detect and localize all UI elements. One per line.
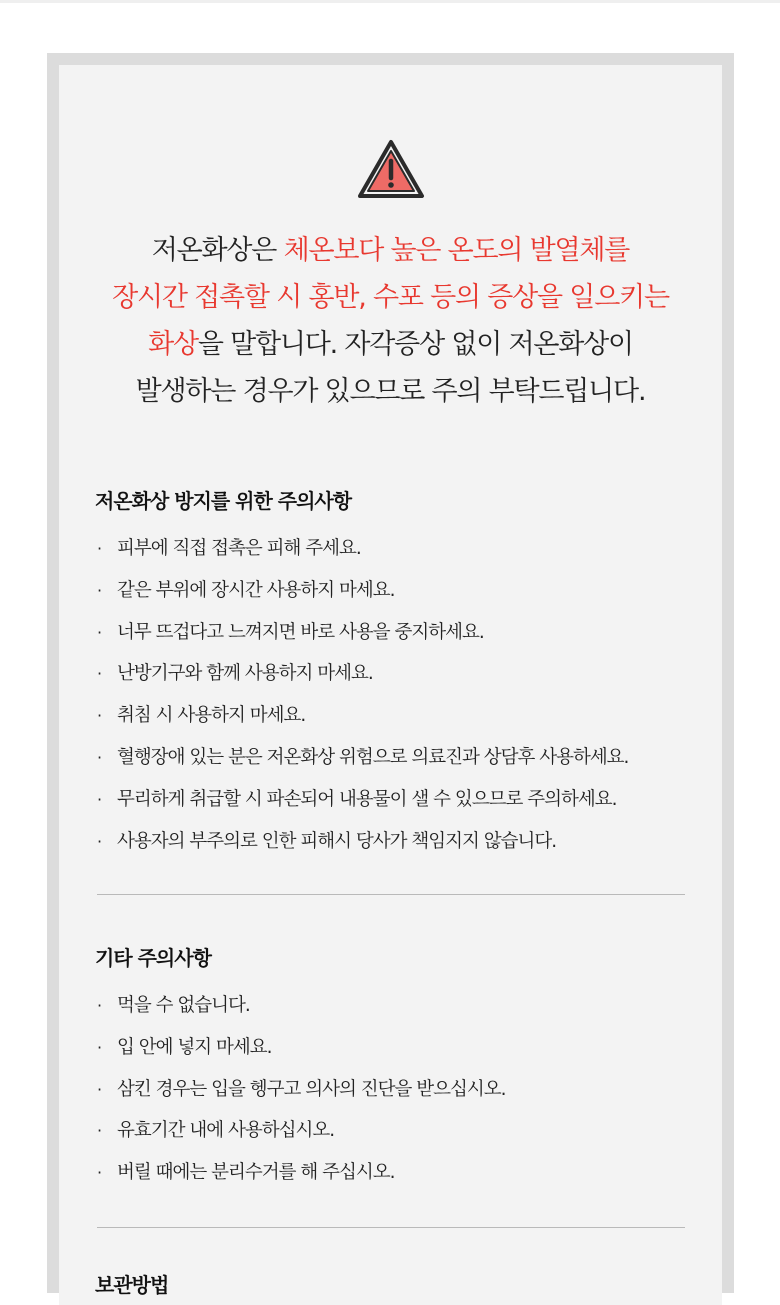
intro-text-highlight: 장시간 접촉할 시 홍반, 수포 등의 증상을 일으키는 [112, 282, 669, 313]
list-item [95, 994, 695, 1036]
list-item-text: 유효기간 내에 사용하십시오. [117, 1120, 335, 1142]
precaution-list-other [95, 994, 695, 1203]
list-item [95, 788, 695, 830]
list-item [95, 704, 695, 746]
list-item [95, 830, 695, 872]
bullet: · [97, 539, 102, 558]
bullet: · [97, 1163, 102, 1183]
list-item-text: 삼킨 경우는 입을 헹구고 의사의 진단을 받으십시오. [117, 1078, 506, 1100]
intro-line-3 [59, 321, 722, 368]
list-item-text: 같은 부위에 장시간 사용하지 마세요. [117, 579, 395, 601]
section-title-low-temp-burn: 저온화상 방지를 위한 주의사항 [95, 489, 352, 513]
bullet: · [97, 664, 102, 684]
list-item [95, 621, 695, 663]
bullet: · [97, 580, 102, 600]
list-item [95, 537, 695, 579]
list-item-text: 사용자의 부주의로 인한 피해시 당사가 책임지지 않습니다. [117, 830, 557, 852]
intro-text-normal: 발생하는 경우가 있으므로 주의 부탁드립니다. [135, 376, 646, 407]
list-item [95, 1078, 695, 1120]
list-item-text: 무리하게 취급할 시 파손되어 내용물이 샐 수 있으므로 주의하세요. [117, 788, 617, 810]
notice-panel [59, 65, 722, 1305]
bullet: · [97, 706, 102, 726]
intro-text [59, 227, 722, 415]
warning-triangle-icon [356, 138, 426, 200]
list-item [95, 579, 695, 621]
intro-text-highlight: 체온보다 높은 온도의 발열체를 [283, 235, 630, 266]
bullet: · [97, 831, 102, 851]
list-item [95, 1161, 695, 1203]
bullet: · [97, 1121, 102, 1141]
list-item [95, 746, 695, 788]
precaution-list-low-temp-burn [95, 537, 695, 871]
intro-text-normal: 저온화상은 [151, 235, 284, 266]
top-divider [0, 0, 780, 3]
list-item-text: 혈행장애 있는 분은 저온화상 위험으로 의료진과 상담후 사용하세요. [117, 746, 629, 768]
intro-line-1 [59, 227, 722, 274]
bullet: · [97, 789, 102, 809]
list-item-text: 취침 시 사용하지 마세요. [117, 705, 306, 727]
bullet: · [97, 747, 102, 767]
list-item [95, 1119, 695, 1161]
intro-line-2 [59, 274, 722, 321]
list-item-text: 먹을 수 없습니다. [117, 995, 250, 1016]
section-divider [97, 1227, 685, 1228]
intro-line-4 [59, 368, 722, 415]
bullet: · [97, 1079, 102, 1099]
section-title-other-precautions: 기타 주의사항 [95, 946, 211, 970]
list-item [95, 662, 695, 704]
list-item [95, 1036, 695, 1078]
section-divider [97, 894, 685, 895]
list-item-text: 버릴 때에는 분리수거를 해 주십시오. [117, 1162, 395, 1184]
bullet: · [97, 996, 102, 1015]
list-item-text: 난방기구와 함께 사용하지 마세요. [117, 663, 373, 685]
section-title-storage: 보관방법 [95, 1273, 169, 1297]
intro-text-normal: 을 말합니다. 자각증상 없이 저온화상이 [197, 329, 633, 360]
bullet: · [97, 1037, 102, 1057]
intro-text-highlight: 화상 [148, 329, 198, 360]
bullet: · [97, 622, 102, 642]
list-item-text: 피부에 직접 접촉은 피해 주세요. [117, 538, 361, 559]
list-item-text: 너무 뜨겁다고 느껴지면 바로 사용을 중지하세요. [117, 621, 484, 643]
notice-frame [47, 53, 734, 1297]
list-item-text: 입 안에 넣지 마세요. [117, 1036, 272, 1058]
